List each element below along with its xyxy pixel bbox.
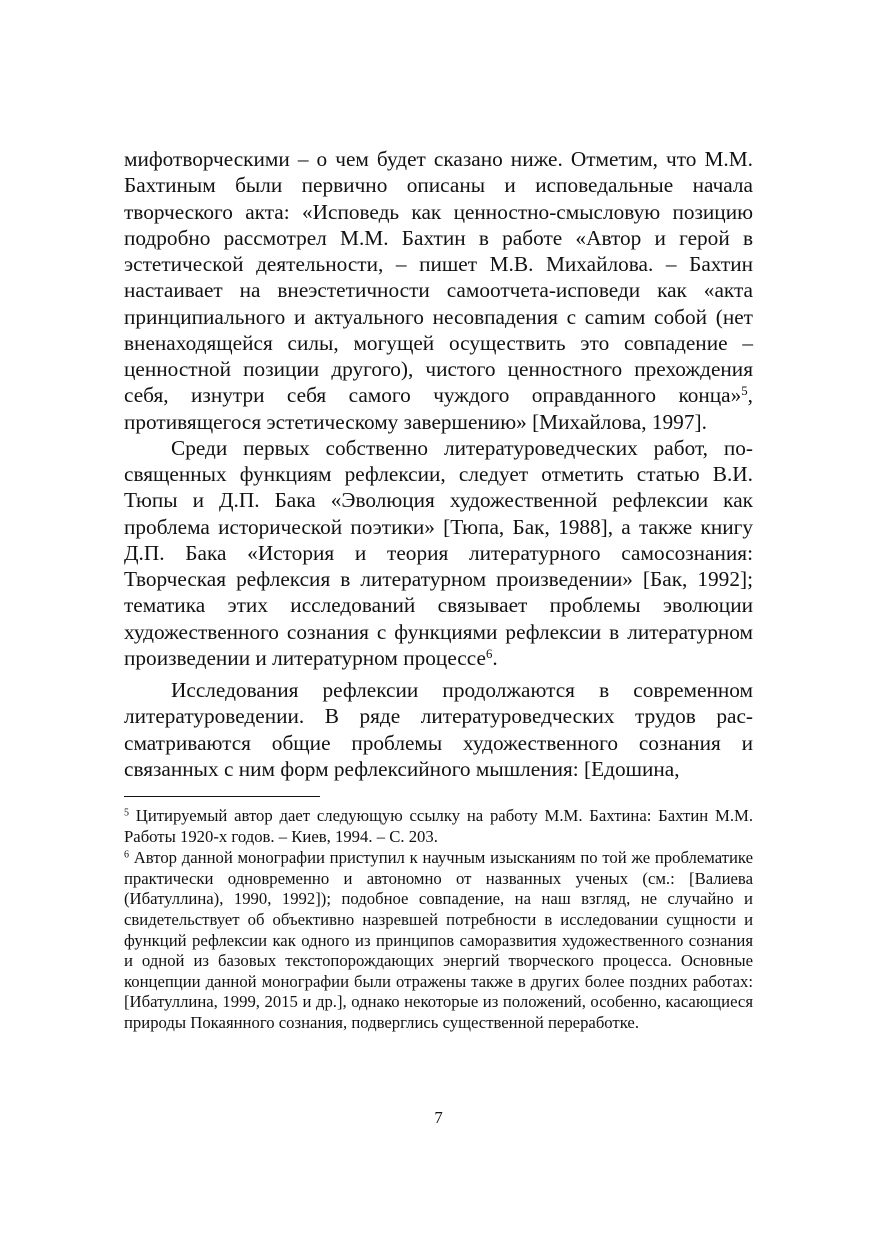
paragraph-1-text: мифотворческими – о чем будет сказано ниже. Отметим, что М.М. Бахтиным были первично описаны и исповедальные начала творческого акта: «Исповедь как ценностно-смысловую позицию подробно рассмотрел М.М. Бахтин в работе «Автор и герой в эстетической деятельности, – пишет М.В. Михайлова. – Бахтин настаивает на внеэстетичности самоотчета-исповеди как «акта принципиального и актуального несовпадения с саmим собой (нет вненаходящейся силы, могущей осуществить это совпадение – ценностной позиции другого), чистого ценностного прехождения себя, изнутри себя самого чуждого оправданного конца» (124, 147, 753, 408)
paragraph-2 (124, 435, 753, 671)
footnote-6-mark: 6 (124, 849, 130, 861)
main-text (124, 146, 753, 782)
paragraph-2-text: Среди первых собственно литературоведческих работ, посвященных функциям рефлексии, следует отметить статью В.И. Тюпы и Д.П. Бака «Эволюция художественной рефлексии как проблема исторической поэтики» [Тюпа, Бак, 1988], а также книгу Д.П. Бака «История и теория литературного самосознания: Творческая рефлексия в литературном произведении» [Бак, 1992]; тематика этих исследований связывает проблемы эволюции художественного сознания с функциями рефлексии в литературном произведении и литературном процессе (124, 435, 753, 670)
paragraph-1-tail: , противящегося эстетическому завершению» [Михайлова, 1997]. (124, 383, 753, 434)
footnote-6-text: Автор данной монографии приступил к научным изысканиям по той же проблематике практически одновременно и автономно от названных ученых (см.: [Валиева (Ибатуллина), 1990, 1992]); подобное совпадение, на наш взгляд, не случайно и свидетельствует об объективно назревшей потребности в исследовании сущности и функций рефлексии как одного из принципов саморазвития художественного сознания и одной из базовых текстопорождающих энергий творческого процесса. Основные концепции данной монографии были отражены также в других более поздних работах: [Ибатуллина, 1999, 2015 и др.], однако некоторые из положений, особенно, касающиеся природы Покаянного сознания, подверглись существенной переработке. (124, 848, 753, 1032)
paragraph-3-text: Исследования рефлексии продолжаются в современном литературоведении. В ряде литературоведческих трудов рассматриваются общие проблемы художественного сознания и связанных с ним форм рефлексийного мышления: [Едошина, (124, 678, 753, 781)
footnote-5-mark: 5 (124, 807, 130, 819)
paragraph-3 (124, 677, 753, 782)
footnote-ref-5: 5 (741, 384, 748, 399)
footnotes (124, 806, 753, 1034)
footnote-5-text: Цитируемый автор дает следующую ссылку на работу М.М. Бахтина: Бахтин М.М. Работы 1920-х годов. – Киев, 1994. – С. 203. (124, 806, 753, 846)
paragraph-1 (124, 146, 753, 435)
page-content (124, 146, 753, 1034)
paragraph-2-tail: . (492, 645, 498, 670)
page-number: 7 (434, 1108, 443, 1127)
footnote-ref-6: 6 (485, 646, 493, 661)
footnote-6 (124, 848, 753, 1033)
footnote-5 (124, 806, 753, 847)
footnote-separator (124, 796, 320, 797)
